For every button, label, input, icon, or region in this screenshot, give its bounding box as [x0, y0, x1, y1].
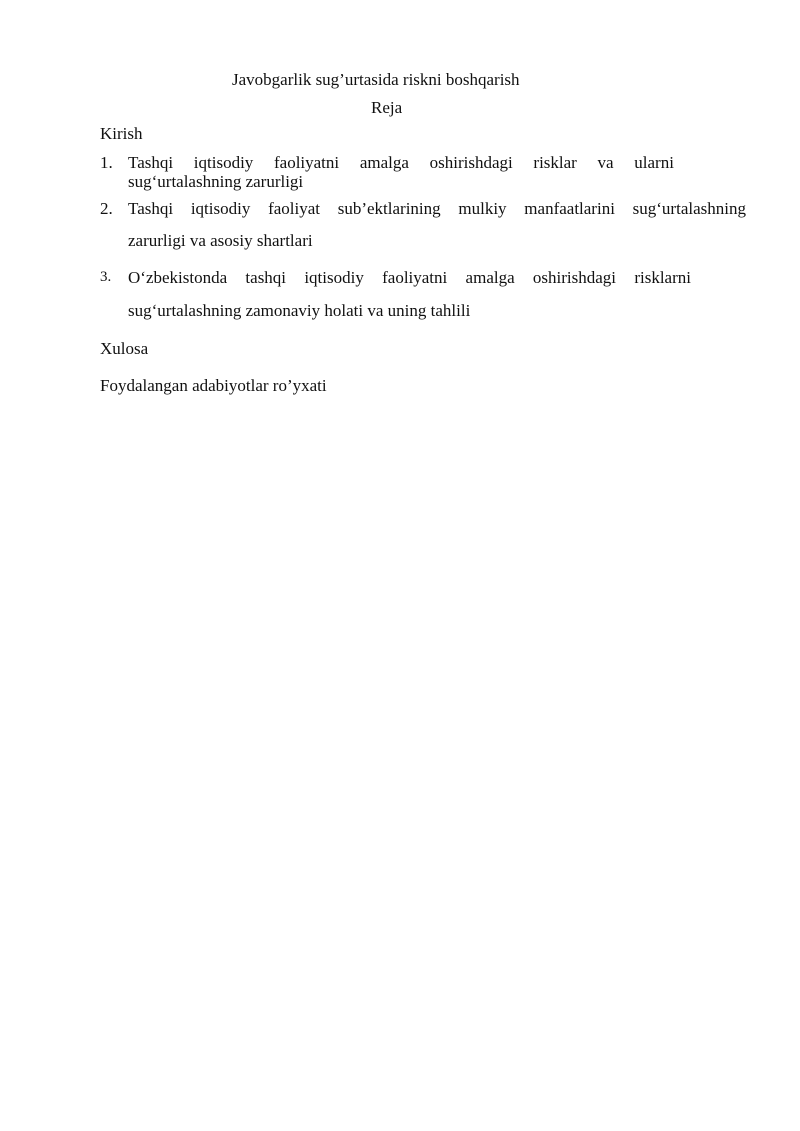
references-item: Foydalangan adabiyotlar ro’yxati	[100, 376, 327, 395]
item-2-line1-text-word: Tashqi	[128, 199, 174, 218]
item-3-line1-text-word: tashqi	[245, 268, 287, 287]
plan-heading: Reja	[371, 98, 403, 117]
item-2-line2: zarurligi va asosiy shartlari	[128, 231, 313, 250]
item-3-line1-text-word: oshirishdagi	[532, 268, 617, 287]
item-2-line1-text-word: sug‘urtalashning	[632, 199, 746, 218]
item-1-line1-text-word: risklar	[533, 153, 577, 172]
item-1-line1-text-word: iqtisodiy	[193, 153, 254, 172]
item-2-line1-text-word: mulkiy	[458, 199, 507, 218]
item-1-number: 1.	[100, 153, 113, 172]
item-3-line1	[128, 268, 691, 288]
item-1-line2: sug‘urtalashning zarurligi	[128, 172, 304, 191]
item-1-line1-text-word: faoliyatni	[273, 153, 340, 172]
item-1-line1-text-word: oshirishdagi	[429, 153, 513, 172]
document-title: Javobgarlik sug’urtasida riskni boshqarish	[232, 70, 520, 89]
item-3-line1-text-word: iqtisodiy	[304, 268, 364, 287]
item-2-line1-text-word: sub’ektlarining	[337, 199, 441, 218]
item-2-number: 2.	[100, 199, 113, 218]
item-1-line1-text-word: ularni	[634, 153, 674, 172]
item-3-line1-text-word: risklarni	[634, 268, 691, 287]
conclusion-item: Xulosa	[100, 339, 149, 358]
item-3-line1-text-word: O‘zbekistonda	[128, 268, 228, 287]
item-1-line1-text-word: va	[597, 153, 614, 172]
item-2-line1-text-word: faoliyat	[268, 199, 320, 218]
item-3-line1-text-word: amalga	[465, 268, 515, 287]
item-3-line1-text-word: faoliyatni	[382, 268, 448, 287]
item-1-line1-text-word: Tashqi	[128, 153, 174, 172]
item-3-line2: sug‘urtalashning zamonaviy holati va uning tahlili	[128, 301, 471, 320]
intro-item: Kirish	[100, 124, 143, 143]
item-3-number: 3.	[100, 269, 112, 285]
item-2-line1-text-word: manfaatlarini	[524, 199, 615, 218]
item-1-line1	[128, 153, 674, 173]
item-2-line1-text-word: iqtisodiy	[190, 199, 251, 218]
item-1-line1-text-word: amalga	[359, 153, 409, 172]
item-2-line1	[128, 199, 746, 219]
